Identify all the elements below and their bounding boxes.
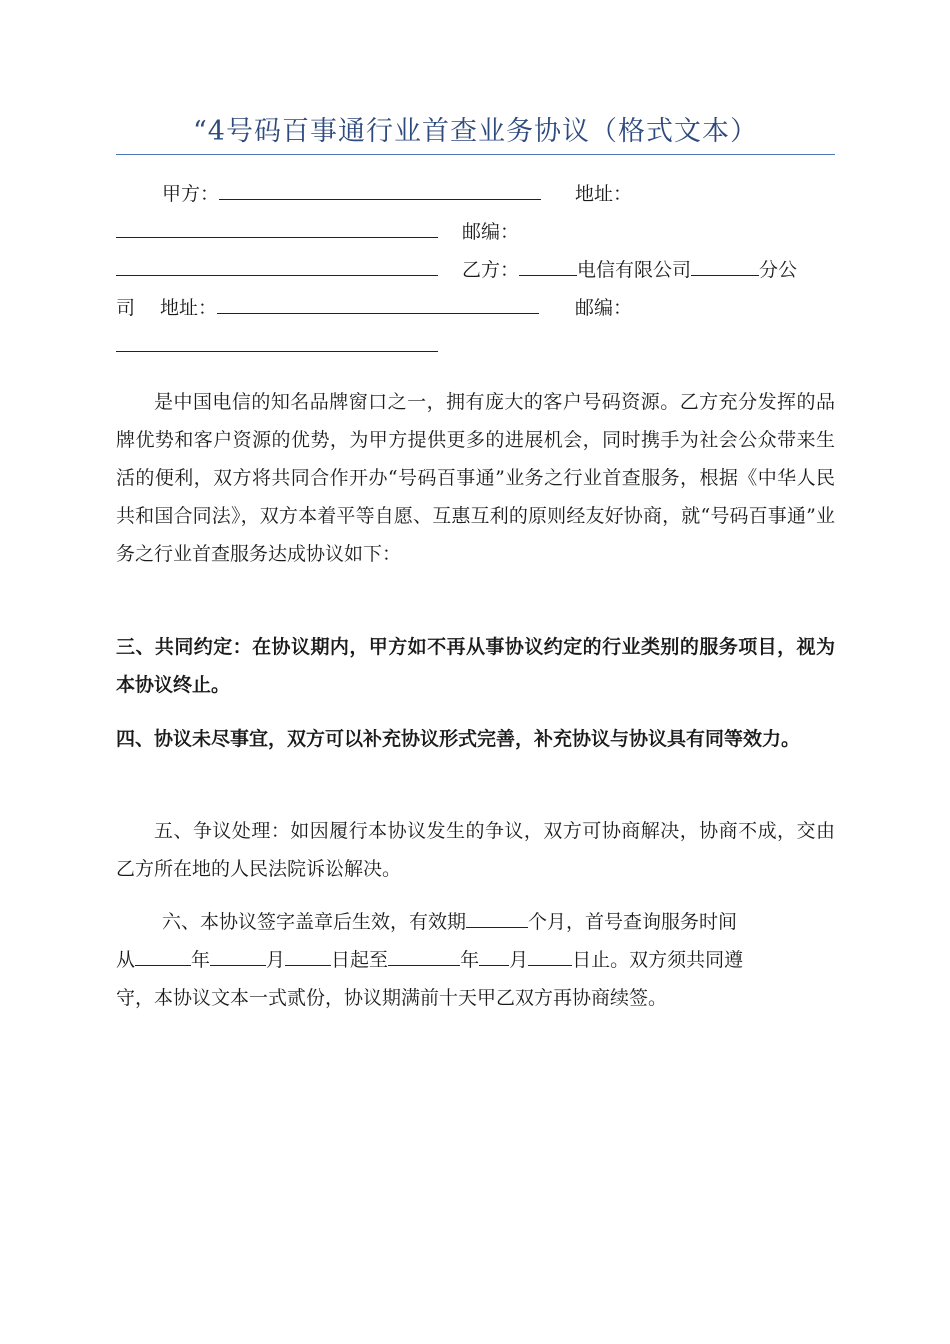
document-title: “4号码百事通行业首查业务协议（格式文本） <box>193 116 758 147</box>
postcode-2-blank-row <box>116 332 438 360</box>
start-day-blank[interactable] <box>285 947 331 966</box>
preamble-paragraph: 是中国电信的知名品牌窗口之一，拥有庞大的客户号码资源。乙方充分发挥的品牌优势和客户资源的优势，为甲方提供更多的进展机会，同时携手为社会公众带来生活的便利，双方将共同合作开办“号码百事通”业务之行业首查服务，根据《中华人民共和国合同法》，双方本着平等自愿、互惠互利的原则经友好协商，就“号码百事通”业务之行业首查服务达成协议如下： <box>116 391 835 565</box>
address-1-blank[interactable] <box>116 219 438 238</box>
party-b-branch-char: 司 <box>116 297 136 319</box>
start-year-blank[interactable] <box>135 947 191 966</box>
clause-6-year-2: 年 <box>460 949 480 971</box>
address-2-row <box>160 294 539 322</box>
address-1-row <box>575 180 632 208</box>
party-b-branch-blank[interactable] <box>691 257 759 276</box>
clause-6-from: 从 <box>116 949 136 971</box>
start-month-blank[interactable] <box>210 947 266 966</box>
clause-6-year-1: 年 <box>191 949 211 971</box>
clause-6-text-3: 守，本协议文本一式贰份，协议期满前十天甲乙双方再协商续签。 <box>116 987 668 1009</box>
address-label-2: 地址： <box>160 297 218 319</box>
clause-6-line-1 <box>162 908 737 936</box>
party-b-city-blank[interactable] <box>519 257 577 276</box>
postcode-1-row <box>462 218 519 246</box>
address-2-blank[interactable] <box>217 295 539 314</box>
clause-6-month-1: 月 <box>266 949 286 971</box>
clause-6-day-1: 日起至 <box>331 949 389 971</box>
party-b-branch-char-row <box>116 294 135 322</box>
validity-months-blank[interactable] <box>466 909 528 928</box>
title-underline <box>116 154 835 155</box>
party-b-row <box>462 256 797 284</box>
party-a-row <box>162 180 541 208</box>
clause-4: 四、协议未尽事宜，双方可以补充协议形式完善，补充协议与协议具有同等效力。 <box>116 728 801 750</box>
address-1-blank-row <box>116 218 438 246</box>
end-month-blank[interactable] <box>479 947 509 966</box>
party-b-label: 乙方： <box>462 259 520 281</box>
party-b-telecom: 电信有限公司 <box>577 259 692 281</box>
clause-6-text-2: 个月，首号查询服务时间 <box>528 911 738 933</box>
clause-6-line-3 <box>116 984 667 1012</box>
party-a-label: 甲方： <box>162 183 220 205</box>
end-day-blank[interactable] <box>528 947 572 966</box>
party-b-branch-suffix: 分公 <box>759 259 798 281</box>
clause-3: 三、共同约定：在协议期内，甲方如不再从事协议约定的行业类别的服务项目，视为本协议终止。 <box>116 636 835 696</box>
postcode-label-1: 邮编： <box>462 221 520 243</box>
postcode-label-2: 邮编： <box>575 297 633 319</box>
clause-6-text-1: 六、本协议签字盖章后生效，有效期 <box>162 911 467 933</box>
party-a-blank[interactable] <box>219 181 541 200</box>
postcode-2-row <box>575 294 632 322</box>
postcode-1-blank-row <box>116 256 438 284</box>
clause-6-day-2: 日止。双方须共同遵 <box>572 949 744 971</box>
address-label-1: 地址： <box>575 183 633 205</box>
clause-6-month-2: 月 <box>509 949 529 971</box>
postcode-2-blank[interactable] <box>116 333 438 352</box>
clause-6-line-2 <box>116 946 743 974</box>
postcode-1-blank[interactable] <box>116 257 438 276</box>
clause-5: 五、争议处理：如因履行本协议发生的争议，双方可协商解决，协商不成，交由乙方所在地的人民法院诉讼解决。 <box>116 820 835 880</box>
end-year-blank[interactable] <box>388 947 460 966</box>
